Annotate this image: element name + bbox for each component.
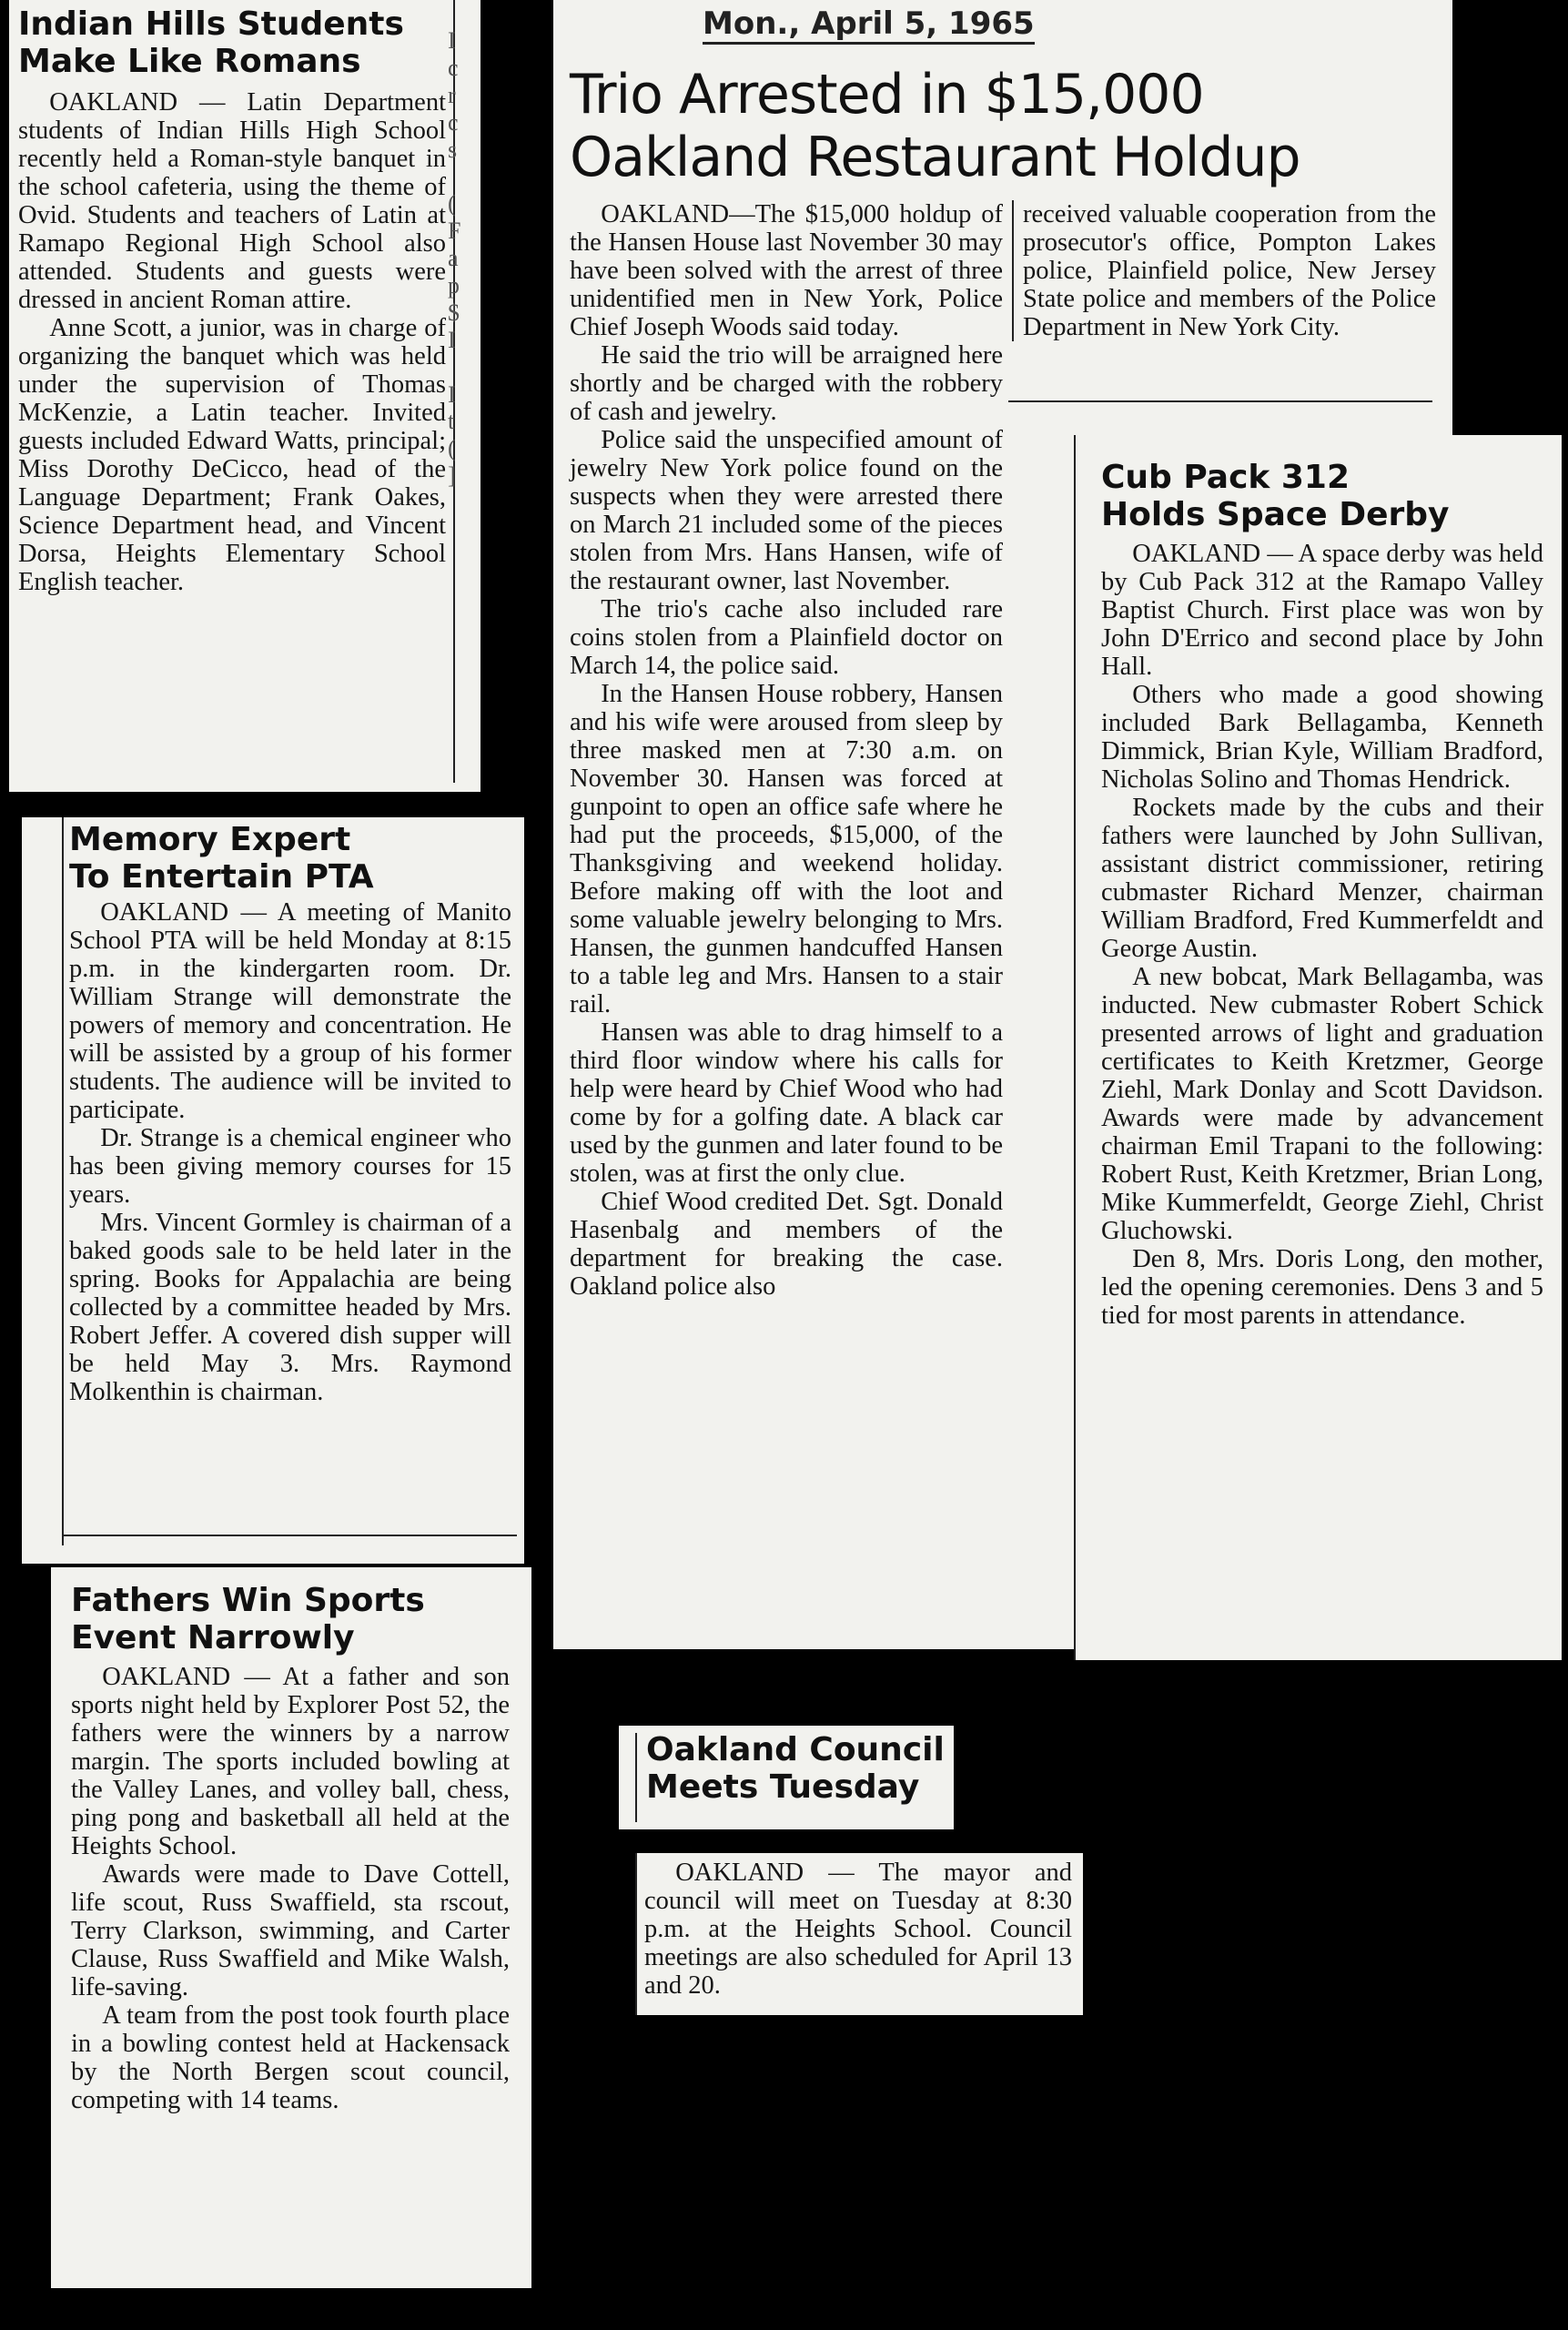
paragraph: Rockets made by the cubs and their fathers were launched by John Sullivan, assistant district commissioner, retiring cubmaster Richard Menzer, chairman William Bradford, Fred Kummerfeldt and George Austin. (1101, 793, 1543, 963)
paragraph: OAKLAND — A meeting of Manito School PTA will be held Monday at 8:15 p.m. in the kindergarten room. Dr. William Strange will demonstrate the powers of memory and concentration. He will be assisted by a group of his former students. The audience will be invited to participate. (69, 897, 511, 1124)
article-body (1101, 540, 1543, 1330)
paragraph: In the Hansen House robbery, Hansen and his wife were aroused from sleep by three masked men at 7:30 a.m. on November 30. Hansen was forced at gunpoint to open an office safe where he had put the proceeds, $15,000, of the Thanksgiving and weekend holiday. Before making off with the loot and some valuable jewelry belonging to Mrs. Hansen, the gunmen handcuffed Hansen to a table leg and Mrs. Hansen to a stair rail. (570, 680, 1003, 1018)
article-fathers (51, 1567, 531, 2288)
separator-rule (62, 1535, 517, 1536)
headline-council-line1: Oakland Council (646, 1731, 945, 1768)
headline-council-clip (619, 1726, 954, 1829)
article-body (18, 88, 446, 596)
paragraph: The trio's cache also included rare coins stolen from a Plainfield doctor on March 14, the police said. (570, 595, 1003, 680)
headline-trio-line2: Oakland Restaurant Holdup (570, 126, 1300, 189)
headline-memory-line1: Memory Expert (69, 821, 351, 858)
column-rule (62, 817, 64, 1545)
paragraph: Den 8, Mrs. Doris Long, den mother, led the opening ceremonies. Dens 3 and 5 tied for most parents in attendance. (1101, 1244, 1543, 1330)
headline-indian-hills-line2: Make Like Romans (18, 43, 361, 81)
paragraph: OAKLAND — A space derby was held by Cub Pack 312 at the Ramapo Valley Baptist Church. First place was won by John D'Errico and second place by John Hall. (1101, 539, 1543, 681)
paragraph: Police said the unspecified amount of jewelry New York police found on the suspects when they were arrested there on March 21 included some of the pieces stolen from Mrs. Hans Hansen, wife of the restaurant owner, last November. (570, 426, 1003, 595)
dateline: Mon., April 5, 1965 (703, 5, 1035, 45)
headline-fathers-line2: Event Narrowly (71, 1619, 355, 1657)
paragraph: OAKLAND — At a father and son sports night held by Explorer Post 52, the fathers were the winners by a narrow margin. The sports included bowling at the Valley Lanes, and volley ball, chess, ping pong and basketball all held at the Heights School. (71, 1662, 510, 1860)
paragraph: Chief Wood credited Det. Sgt. Donald Hasenbalg and members of the department for breaking the case. Oakland police also (570, 1188, 1003, 1301)
paragraph: He said the trio will be arraigned here shortly and be charged with the robbery of cash and jewelry. (570, 341, 1003, 426)
column-rule (635, 1733, 637, 1822)
paragraph: Hansen was able to drag himself to a third floor window where his calls for help were heard by Chief Wood who had come by for a golfing date. A black car used by the gunmen and later found to be stolen, was at first the only clue. (570, 1018, 1003, 1188)
headline-fathers-line1: Fathers Win Sports (71, 1582, 425, 1619)
article-column-1 (570, 200, 1012, 1301)
paragraph: OAKLAND — The mayor and council will meet on Tuesday at 8:30 p.m. at the Heights School. Council meetings are also scheduled for April 13 and 20. (644, 1859, 1072, 2000)
article-indian-hills (9, 0, 481, 792)
headline-trio-line1: Trio Arrested in $15,000 (570, 63, 1204, 127)
paragraph: OAKLAND—The $15,000 holdup of the Hansen House last November 30 may have been solved with the arrest of three unidentified men in New York, Police Chief Joseph Woods said today. (570, 200, 1003, 341)
paragraph: A team from the post took fourth place in a bowling contest held at Hackensack by the North Bergen scout council, competing with 14 teams. (71, 2001, 510, 2114)
paragraph: received valuable cooperation from the prosecutor's office, Pompton Lakes police, Plainfield police, New Jersey State police and members of the Police Department in New York City. (1023, 200, 1436, 341)
paragraph: Anne Scott, a junior, was in charge of organizing the banquet which was held under the supervision of Thomas McKenzie, a Latin teacher. Invited guests included Edward Watts, principal; Miss Dorothy DeCicco, head of the Language Department; Frank Oakes, Science Department head, and Vincent Dorsa, Heights Elementary School English teacher. (18, 313, 446, 596)
headline-cub-line1: Cub Pack 312 (1101, 459, 1351, 496)
article-council-body (635, 1853, 1083, 2015)
headline-memory-line2: To Entertain PTA (69, 858, 374, 897)
paragraph: Others who made a good showing included Bark Bellagamba, Kenneth Dimmick, Brian Kyle, William Bradford, Nicholas Solino and Thomas Hendrick. (1101, 680, 1543, 794)
headline-cub-line2: Holds Space Derby (1101, 496, 1450, 534)
article-memory-expert (22, 817, 524, 1564)
paragraph: OAKLAND — Latin Department students of Indian Hills High School recently held a Roman-style banquet in the school cafeteria, using the theme of Ovid. Students and teachers of Latin at Ramapo Regional High School also attended. Students and guests were dressed in ancient Roman attire. (18, 87, 446, 314)
headline-indian-hills-line1: Indian Hills Students (18, 5, 404, 43)
paragraph: Dr. Strange is a chemical engineer who has been giving memory courses for 15 years. (69, 1123, 511, 1209)
article-body (69, 898, 511, 1406)
separator-rule (1008, 400, 1432, 402)
adjacent-clipping-edge: I c r c s ( F a p $ I I t ( ] (448, 27, 461, 490)
article-body (644, 1859, 1072, 2000)
article-cub-pack (1074, 435, 1562, 1660)
paragraph: Mrs. Vincent Gormley is chairman of a baked goods sale to be held later in the spring. Books for Appalachia are being collected by a committee headed by Mrs. Robert Jeffer. A covered dish supper will be held May 3. Mrs. Raymond Molkenthin is chairman. (69, 1208, 511, 1406)
paragraph: Awards were made to Dave Cottell, life scout, Russ Swaffield, sta rscout, Terry Clarkson, swimming, and Carter Clause, Russ Swaffield and Mike Walsh, life-saving. (71, 1859, 510, 2001)
paragraph: A new bobcat, Mark Bellagamba, was inducted. New cubmaster Robert Schick presented arrows of light and graduation certificates to Keith Kretzmer, George Ziehl, Mark Donlay and Scott Davidson. Awards were made by advancement chairman Emil Trapani to the following: Robert Rust, Keith Kretzmer, Brian Long, Mike Kummerfeldt, George Ziehl, Christ Gluchowski. (1101, 962, 1543, 1245)
headline-council-line2: Meets Tuesday (646, 1768, 920, 1807)
article-column-2 (1012, 200, 1436, 341)
article-body (71, 1663, 510, 2114)
